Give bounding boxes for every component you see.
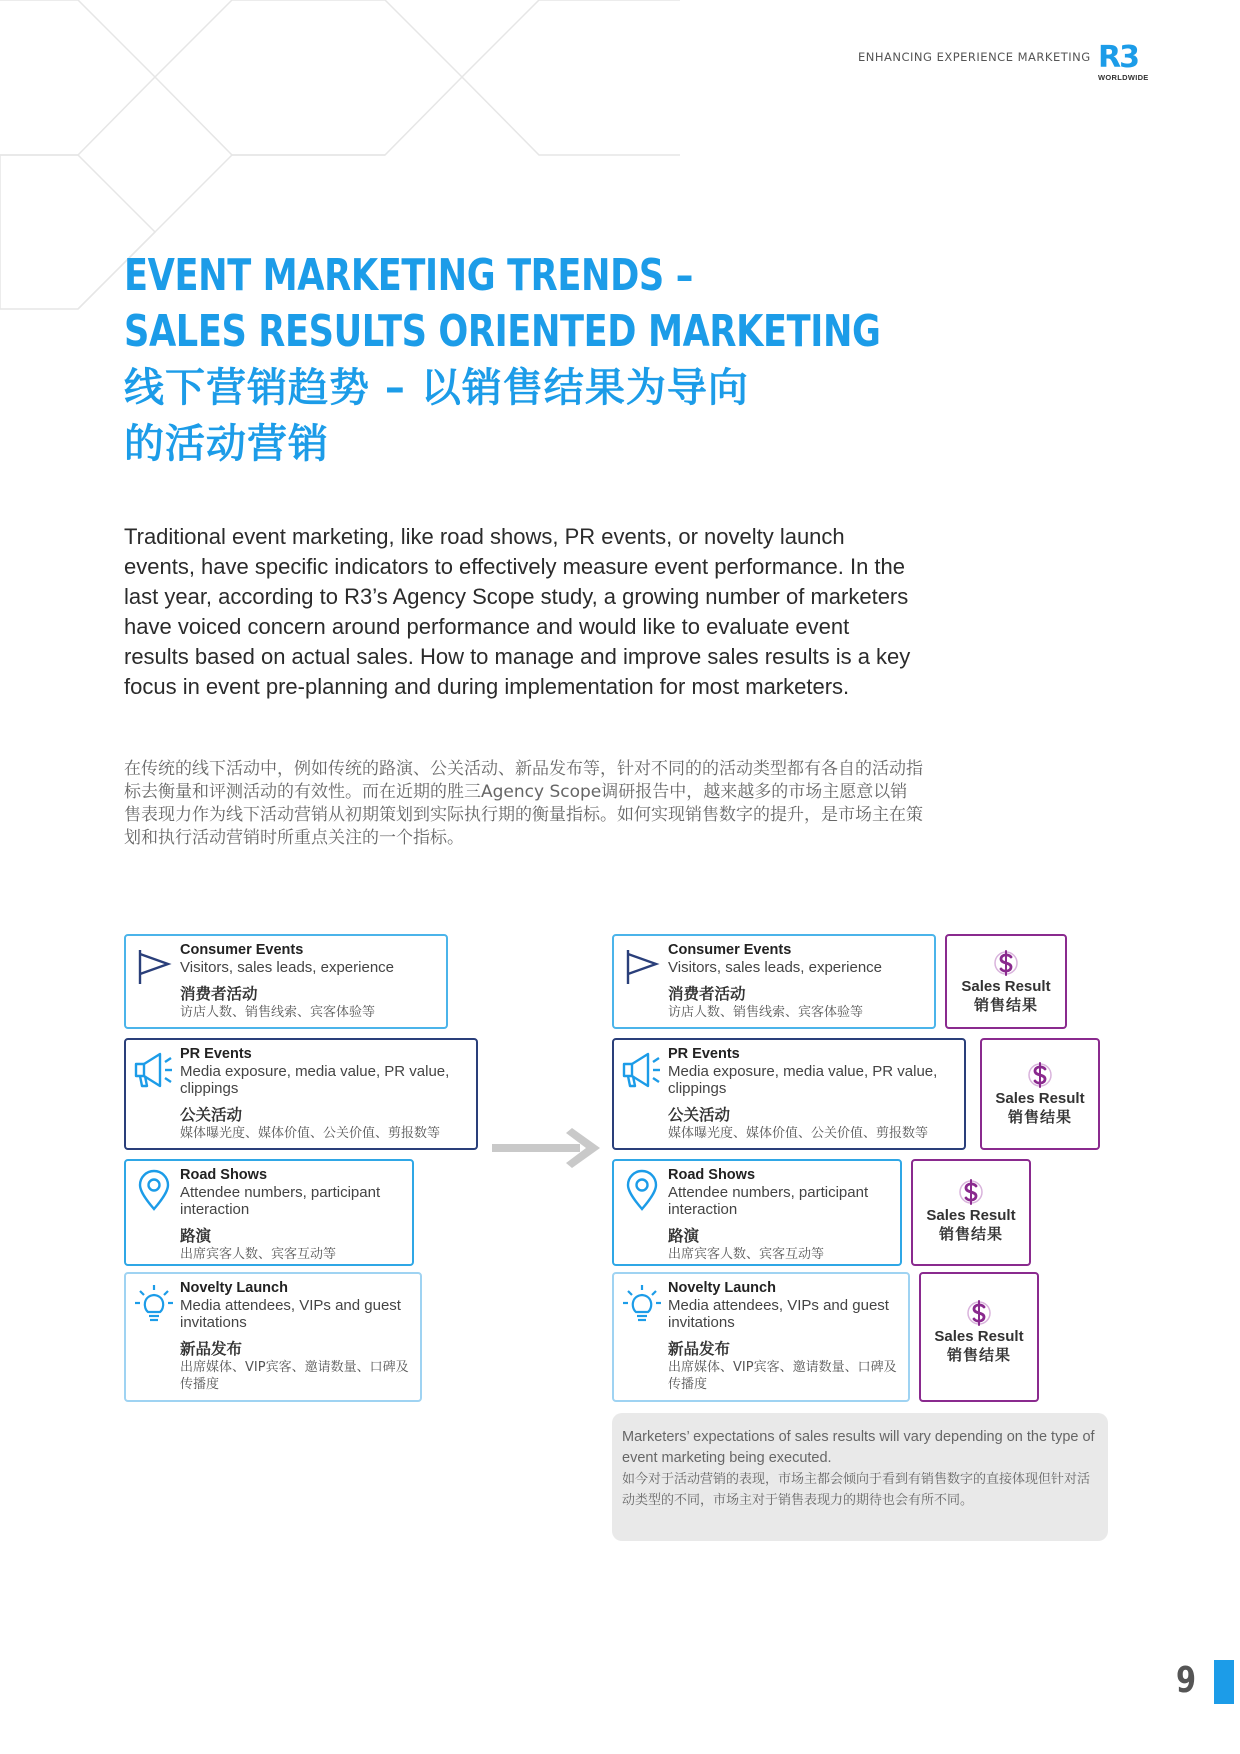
location-pin-icon <box>132 1169 176 1213</box>
event-title-cn: 公关活动 <box>180 1106 243 1124</box>
event-card-pr-right <box>612 1038 966 1150</box>
event-title: PR Events <box>668 1046 740 1062</box>
lightbulb-icon <box>620 1282 664 1326</box>
event-desc: Media exposure, media value, PR value, clippings <box>180 1063 450 1097</box>
event-title-cn: 新品发布 <box>180 1340 243 1358</box>
event-desc-cn: 访店人数、销售线索、宾客体验等 <box>180 1005 376 1020</box>
sales-result-cn: 销售结果 <box>973 996 1038 1014</box>
flag-icon <box>132 944 176 988</box>
event-card-novelty-right <box>612 1272 910 1402</box>
sales-result-box-pr <box>980 1038 1100 1150</box>
event-title: Road Shows <box>180 1167 268 1183</box>
title-cn-line2: 的活动营销 <box>124 421 329 467</box>
event-desc-cn: 媒体曝光度、媒体价值、公关价值、剪报数等 <box>668 1126 929 1141</box>
event-title: Novelty Launch <box>668 1280 776 1296</box>
megaphone-icon <box>132 1048 176 1092</box>
event-card-novelty-left <box>124 1272 422 1402</box>
event-title: Consumer Events <box>180 942 304 958</box>
note-en: Marketers’ expectations of sales results will vary depending on the type of event marketing being executed. <box>622 1429 1095 1466</box>
logo-sub: WORLDWIDE <box>1098 73 1149 82</box>
sales-result-cn: 销售结果 <box>938 1225 1003 1243</box>
dollar-icon <box>994 948 1018 978</box>
event-desc-cn: 出席媒体、VIP宾客、邀请数量、口碑及传播度 <box>180 1360 409 1392</box>
location-pin-icon <box>620 1169 664 1213</box>
sales-result-cn: 销售结果 <box>946 1346 1011 1364</box>
event-card-consumer-left <box>124 934 448 1029</box>
logo-mark: R3 <box>1098 40 1138 75</box>
event-desc-cn: 出席宾客人数、宾客互动等 <box>668 1247 825 1262</box>
page-title <box>124 248 1070 472</box>
megaphone-icon <box>620 1048 664 1092</box>
lightbulb-icon <box>132 1282 176 1326</box>
event-title: Novelty Launch <box>180 1280 288 1296</box>
sales-result-cn: 销售结果 <box>1007 1108 1072 1126</box>
note-cn: 如今对于活动营销的表现，市场主都会倾向于看到有销售数字的直接体现但针对活动类型的不同，市场主对于销售表现力的期待也会有所不同。 <box>622 1472 1091 1508</box>
title-en-line2: SALES RESULTS ORIENTED MARKETING <box>124 306 881 357</box>
note-box <box>612 1413 1108 1541</box>
event-title-cn: 消费者活动 <box>668 985 746 1003</box>
event-title-cn: 路演 <box>180 1227 212 1245</box>
event-title-cn: 消费者活动 <box>180 985 258 1003</box>
sales-result-box-novelty <box>919 1272 1039 1402</box>
flag-icon <box>620 944 664 988</box>
event-title: Road Shows <box>668 1167 756 1183</box>
event-desc: Media attendees, VIPs and guest invitations <box>180 1297 401 1331</box>
event-desc-cn: 媒体曝光度、媒体价值、公关价值、剪报数等 <box>180 1126 441 1141</box>
event-desc: Attendee numbers, participant interaction <box>180 1184 381 1218</box>
event-title-cn: 路演 <box>668 1227 700 1245</box>
body-paragraph-en: Traditional event marketing, like road shows, PR events, or novelty launch events, have specific indicators to effectively measure event performance. In the last year, according to R3’s Agency Scope study, a growing number of marketers have voiced concern around performance and would like to evaluate event results based on actual sales. How to manage and improve sales results is a key focus in event pre-planning and during implementation for most marketers. <box>124 524 911 699</box>
sales-result-box-consumer <box>945 934 1067 1029</box>
event-desc: Visitors, sales leads, experience <box>180 959 394 976</box>
r3-worldwide-logo <box>1098 40 1162 82</box>
dollar-icon <box>1028 1060 1052 1090</box>
sales-result-en: Sales Result <box>961 978 1051 995</box>
right-arrow-icon <box>492 1128 600 1168</box>
page-number-accent-bar <box>1214 1660 1234 1704</box>
dollar-icon <box>967 1298 991 1328</box>
title-en-line1: EVENT MARKETING TRENDS – <box>124 250 693 301</box>
event-desc-cn: 访店人数、销售线索、宾客体验等 <box>668 1005 864 1020</box>
sales-result-box-roadshow <box>911 1159 1031 1266</box>
event-desc: Media attendees, VIPs and guest invitations <box>668 1297 889 1331</box>
event-desc: Attendee numbers, participant interaction <box>668 1184 869 1218</box>
page-number: 9 <box>1176 1660 1197 1701</box>
event-title-cn: 公关活动 <box>668 1106 731 1124</box>
event-card-pr-left <box>124 1038 478 1150</box>
header-tagline: ENHANCING EXPERIENCE MARKETING <box>858 50 1091 64</box>
event-card-roadshow-left <box>124 1159 414 1266</box>
event-title: Consumer Events <box>668 942 792 958</box>
event-desc: Visitors, sales leads, experience <box>668 959 882 976</box>
event-desc-cn: 出席宾客人数、宾客互动等 <box>180 1247 337 1262</box>
dollar-icon <box>959 1177 983 1207</box>
title-cn-line1: 线下营销趋势 – 以销售结果为导向 <box>124 365 749 411</box>
event-title-cn: 新品发布 <box>668 1340 731 1358</box>
sales-result-en: Sales Result <box>926 1207 1016 1224</box>
event-desc: Media exposure, media value, PR value, clippings <box>668 1063 938 1097</box>
event-card-consumer-right <box>612 934 936 1029</box>
event-title: PR Events <box>180 1046 252 1062</box>
body-paragraph-cn: 在传统的线下活动中，例如传统的路演、公关活动、新品发布等，针对不同的的活动类型都有各自的活动指标去衡量和评测活动的有效性。而在近期的胜三Agency Scope调研报告中，越来越多的市场主愿意以销售表现力作为线下活动营销从初期策划到实际执行期的衡量指标。如何实现销售数字的提升，是市场主在策划和执行活动营销时所重点关注的一个指标。 <box>124 759 923 848</box>
event-card-roadshow-right <box>612 1159 902 1266</box>
sales-result-en: Sales Result <box>995 1090 1085 1107</box>
sales-result-en: Sales Result <box>934 1328 1024 1345</box>
event-desc-cn: 出席媒体、VIP宾客、邀请数量、口碑及传播度 <box>668 1360 897 1392</box>
